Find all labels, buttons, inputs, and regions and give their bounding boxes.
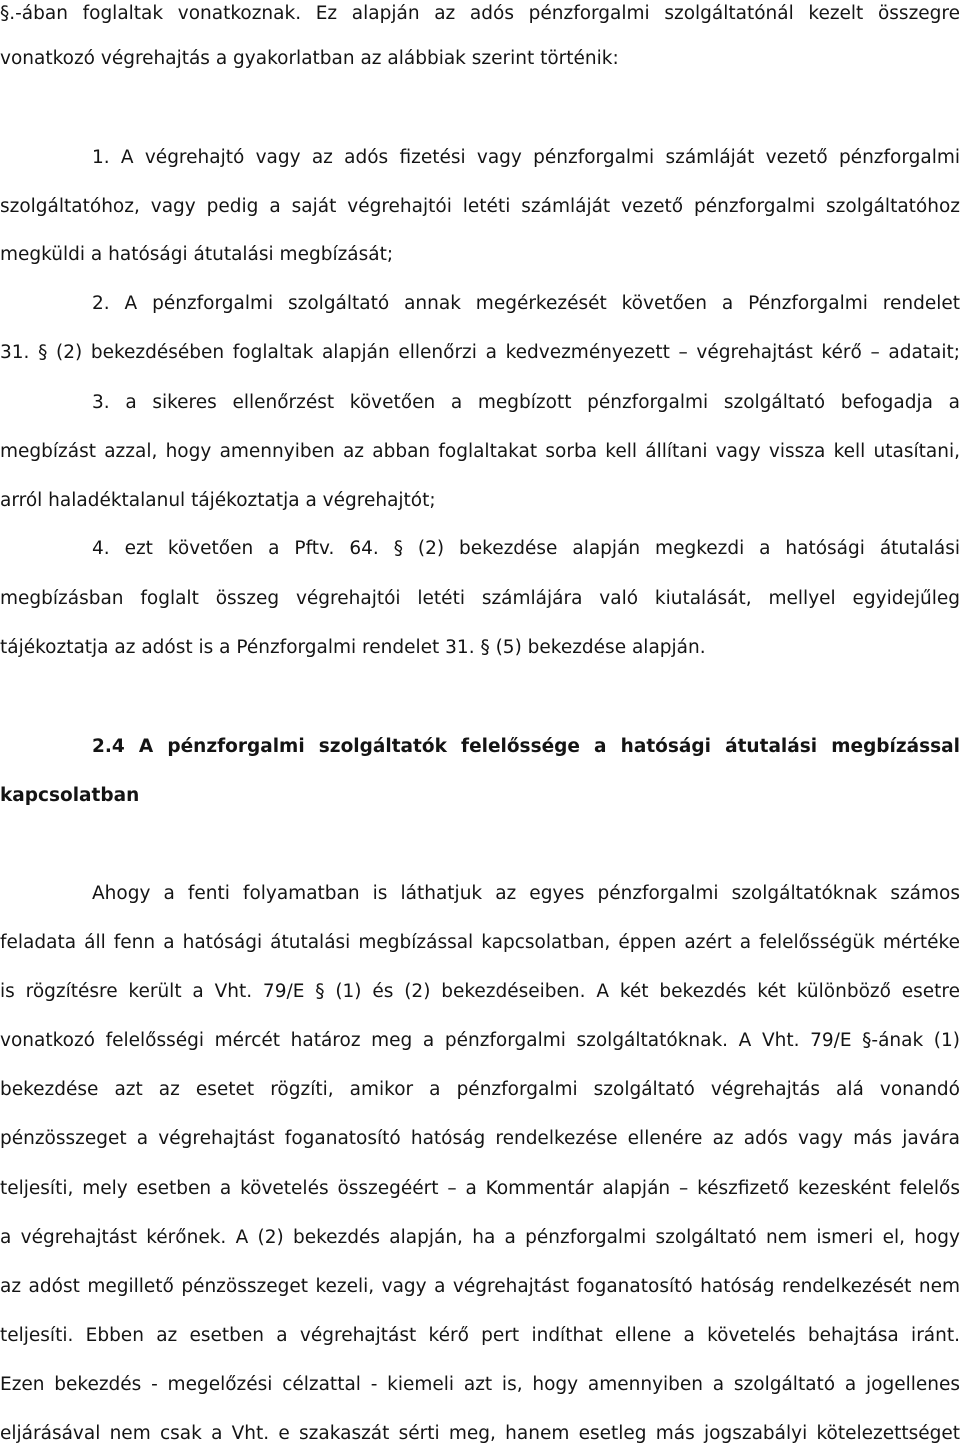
body-line-12: eljárásával nem csak a Vht. e szakaszát sérti meg, hanem esetleg más jogszabályi kötelezettséget bbox=[0, 1423, 960, 1444]
body-line-11: Ezen bekezdés - megelőzési célzattal - kiemeli azt is, hogy amennyiben a szolgáltató a jogellenes bbox=[0, 1374, 960, 1395]
body-line-3: is rögzítésre került a Vht. 79/E § (1) és (2) bekezdéseiben. A két bekezdés két különböző esetre bbox=[0, 981, 960, 1002]
body-line-9: az adóst megillető pénzösszeget kezeli, vagy a végrehajtást foganatosító hatóság rendelkezését nem bbox=[0, 1276, 960, 1297]
body-line-6: pénzösszeget a végrehajtást foganatosító hatóság rendelkezése ellenére az adós vagy más javára bbox=[0, 1128, 960, 1149]
intro-line-1: §.-ában foglaltak vonatkoznak. Ez alapján az adós pénzforgalmi szolgáltatónál kezelt összegre bbox=[0, 3, 960, 24]
list-item-1-line-2: szolgáltatóhoz, vagy pedig a saját végrehajtói letéti számláját vezető pénzforgalmi szolgáltatóhoz bbox=[0, 196, 960, 217]
list-item-3-line-2: megbízást azzal, hogy amennyiben az abban foglaltakat sorba kell állítani vagy vissza kell utasítani, bbox=[0, 441, 960, 462]
list-item-1-line-1: 1. A végrehajtó vagy az adós fizetési vagy pénzforgalmi számláját vezető pénzforgalmi bbox=[92, 147, 960, 168]
list-item-4-line-2: megbízásban foglalt összeg végrehajtói letéti számlájára való kiutalását, mellyel egyidejűleg bbox=[0, 588, 960, 609]
body-line-4: vonatkozó felelősségi mércét határoz meg a pénzforgalmi szolgáltatóknak. A Vht. 79/E §-ának (1) bbox=[0, 1030, 960, 1051]
body-line-8: a végrehajtást kérőnek. A (2) bekezdés alapján, ha a pénzforgalmi szolgáltató nem ismeri el, hogy bbox=[0, 1227, 960, 1248]
section-heading-cont: kapcsolatban bbox=[0, 785, 140, 806]
body-line-2: feladata áll fenn a hatósági átutalási megbízással kapcsolatban, éppen azért a felelősségük mértéke bbox=[0, 932, 960, 953]
body-line-7: teljesíti, mely esetben a követelés összegéért – a Kommentár alapján – készfizető kezesként felelős bbox=[0, 1178, 960, 1199]
list-item-3-line-1: 3. a sikeres ellenőrzést követően a megbízott pénzforgalmi szolgáltató befogadja a bbox=[92, 392, 960, 413]
section-heading: 2.4 A pénzforgalmi szolgáltatók felelőssége a hatósági átutalási megbízással bbox=[92, 736, 960, 757]
body-line-10: teljesíti. Ebben az esetben a végrehajtást kérő pert indíthat ellene a követelés behajtása iránt. bbox=[0, 1325, 960, 1346]
list-item-3-line-3: arról haladéktalanul tájékoztatja a végrehajtót; bbox=[0, 490, 436, 511]
list-item-4-line-1: 4. ezt követően a Pftv. 64. § (2) bekezdése alapján megkezdi a hatósági átutalási bbox=[92, 538, 960, 559]
list-item-2-line-1: 2. A pénzforgalmi szolgáltató annak megérkezését követően a Pénzforgalmi rendelet bbox=[92, 293, 960, 314]
body-line-5: bekezdése azt az esetet rögzíti, amikor a pénzforgalmi szolgáltató végrehajtás alá vonandó bbox=[0, 1079, 960, 1100]
list-item-2-line-2: 31. § (2) bekezdésében foglaltak alapján ellenőrzi a kedvezményezett – végrehajtást kérő – adatait; bbox=[0, 342, 960, 363]
intro-line-2: vonatkozó végrehajtás a gyakorlatban az alábbiak szerint történik: bbox=[0, 48, 619, 69]
list-item-1-line-3: megküldi a hatósági átutalási megbízását; bbox=[0, 244, 394, 265]
list-item-4-line-3: tájékoztatja az adóst is a Pénzforgalmi rendelet 31. § (5) bekezdése alapján. bbox=[0, 637, 706, 658]
body-line-1: Ahogy a fenti folyamatban is láthatjuk az egyes pénzforgalmi szolgáltatóknak számos bbox=[92, 883, 960, 904]
